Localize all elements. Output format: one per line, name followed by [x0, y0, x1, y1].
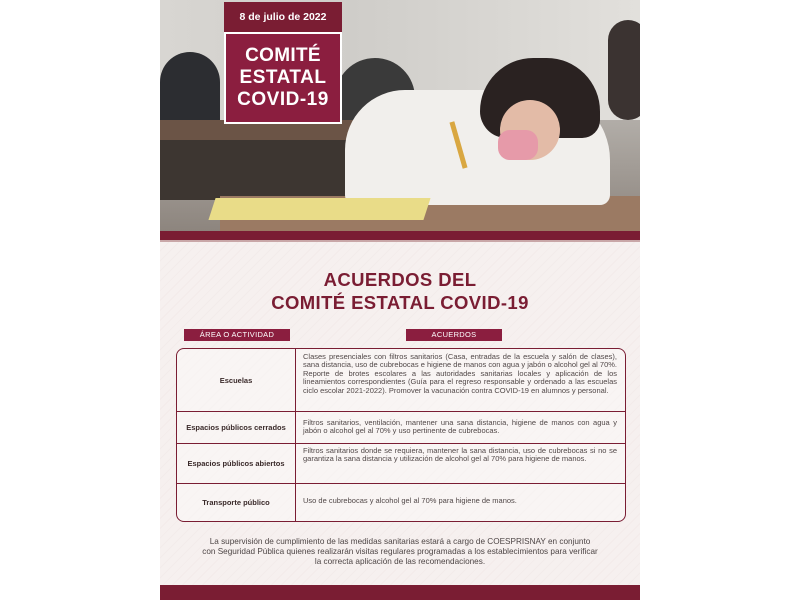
title-line-2: COMITÉ ESTATAL COVID-19: [271, 292, 529, 313]
column-header-acuerdos: ACUERDOS: [406, 329, 502, 341]
bottom-band: [160, 585, 640, 600]
covid-poster: [160, 0, 640, 600]
date-label: 8 de julio de 2022: [224, 2, 342, 32]
table-row: [177, 349, 625, 412]
badge-line-2: ESTATAL: [239, 67, 327, 88]
badge-title-box: [224, 32, 342, 124]
agreements-table: [176, 348, 626, 522]
row-agreement: Filtros sanitarios, ventilación, mantener una sana distancia, higiene de manos con agua y jabón o alcohol gel al 70% y uso pertinente de cubrebocas.: [303, 418, 617, 436]
row-agreement: Clases presenciales con filtros sanitarios (Casa, entradas de la escuela y salón de clases), sana distancia, uso de cubrebocas e higiene de manos con agua y jabón o alcohol gel al 70%. Reporte de brotes escolares a las autoridades sanitarias locales y aplicación de los lineamientos correspondientes (Guía para el regreso responsable y ordenado a las escuelas ciclo escolar 2021-2022). Promover la vacunación contra COVID-19 en alumnos y personal.: [303, 352, 617, 395]
table-row: [177, 443, 625, 484]
top-divider-band: [160, 231, 640, 240]
title-line-1: ACUERDOS DEL: [323, 269, 477, 290]
badge-line-1: COMITÉ: [245, 45, 321, 66]
row-agreement: Uso de cubrebocas y alcohol gel al 70% para higiene de manos.: [303, 496, 517, 505]
badge-line-3: COVID-19: [237, 89, 329, 110]
table-row: [177, 483, 625, 521]
committee-badge: [224, 2, 342, 120]
supervision-note: La supervisión de cumplimiento de las medidas sanitarias estará a cargo de COESPRISNAY en conjunto con Seguridad Pública quienes realizarán visitas regulares programadas a los establecimientos para verificar la correcta aplicación de las recomendaciones.: [202, 537, 598, 566]
table-row: [177, 411, 625, 444]
row-area: Espacios públicos abiertos: [177, 443, 296, 483]
page-title: [160, 268, 640, 314]
row-area: Transporte público: [177, 483, 296, 521]
student-photo: [160, 0, 640, 231]
row-area: Espacios públicos cerrados: [177, 411, 296, 443]
column-header-area: ÁREA O ACTIVIDAD: [184, 329, 290, 341]
row-agreement: Filtros sanitarios donde se requiera, mantener la sana distancia, uso de cubrebocas si no se garantiza la sana distancia y utilización de alcohol gel al 70% para higiene de manos.: [303, 446, 617, 464]
agreements-section: [160, 242, 640, 585]
row-area: Escuelas: [177, 349, 296, 411]
